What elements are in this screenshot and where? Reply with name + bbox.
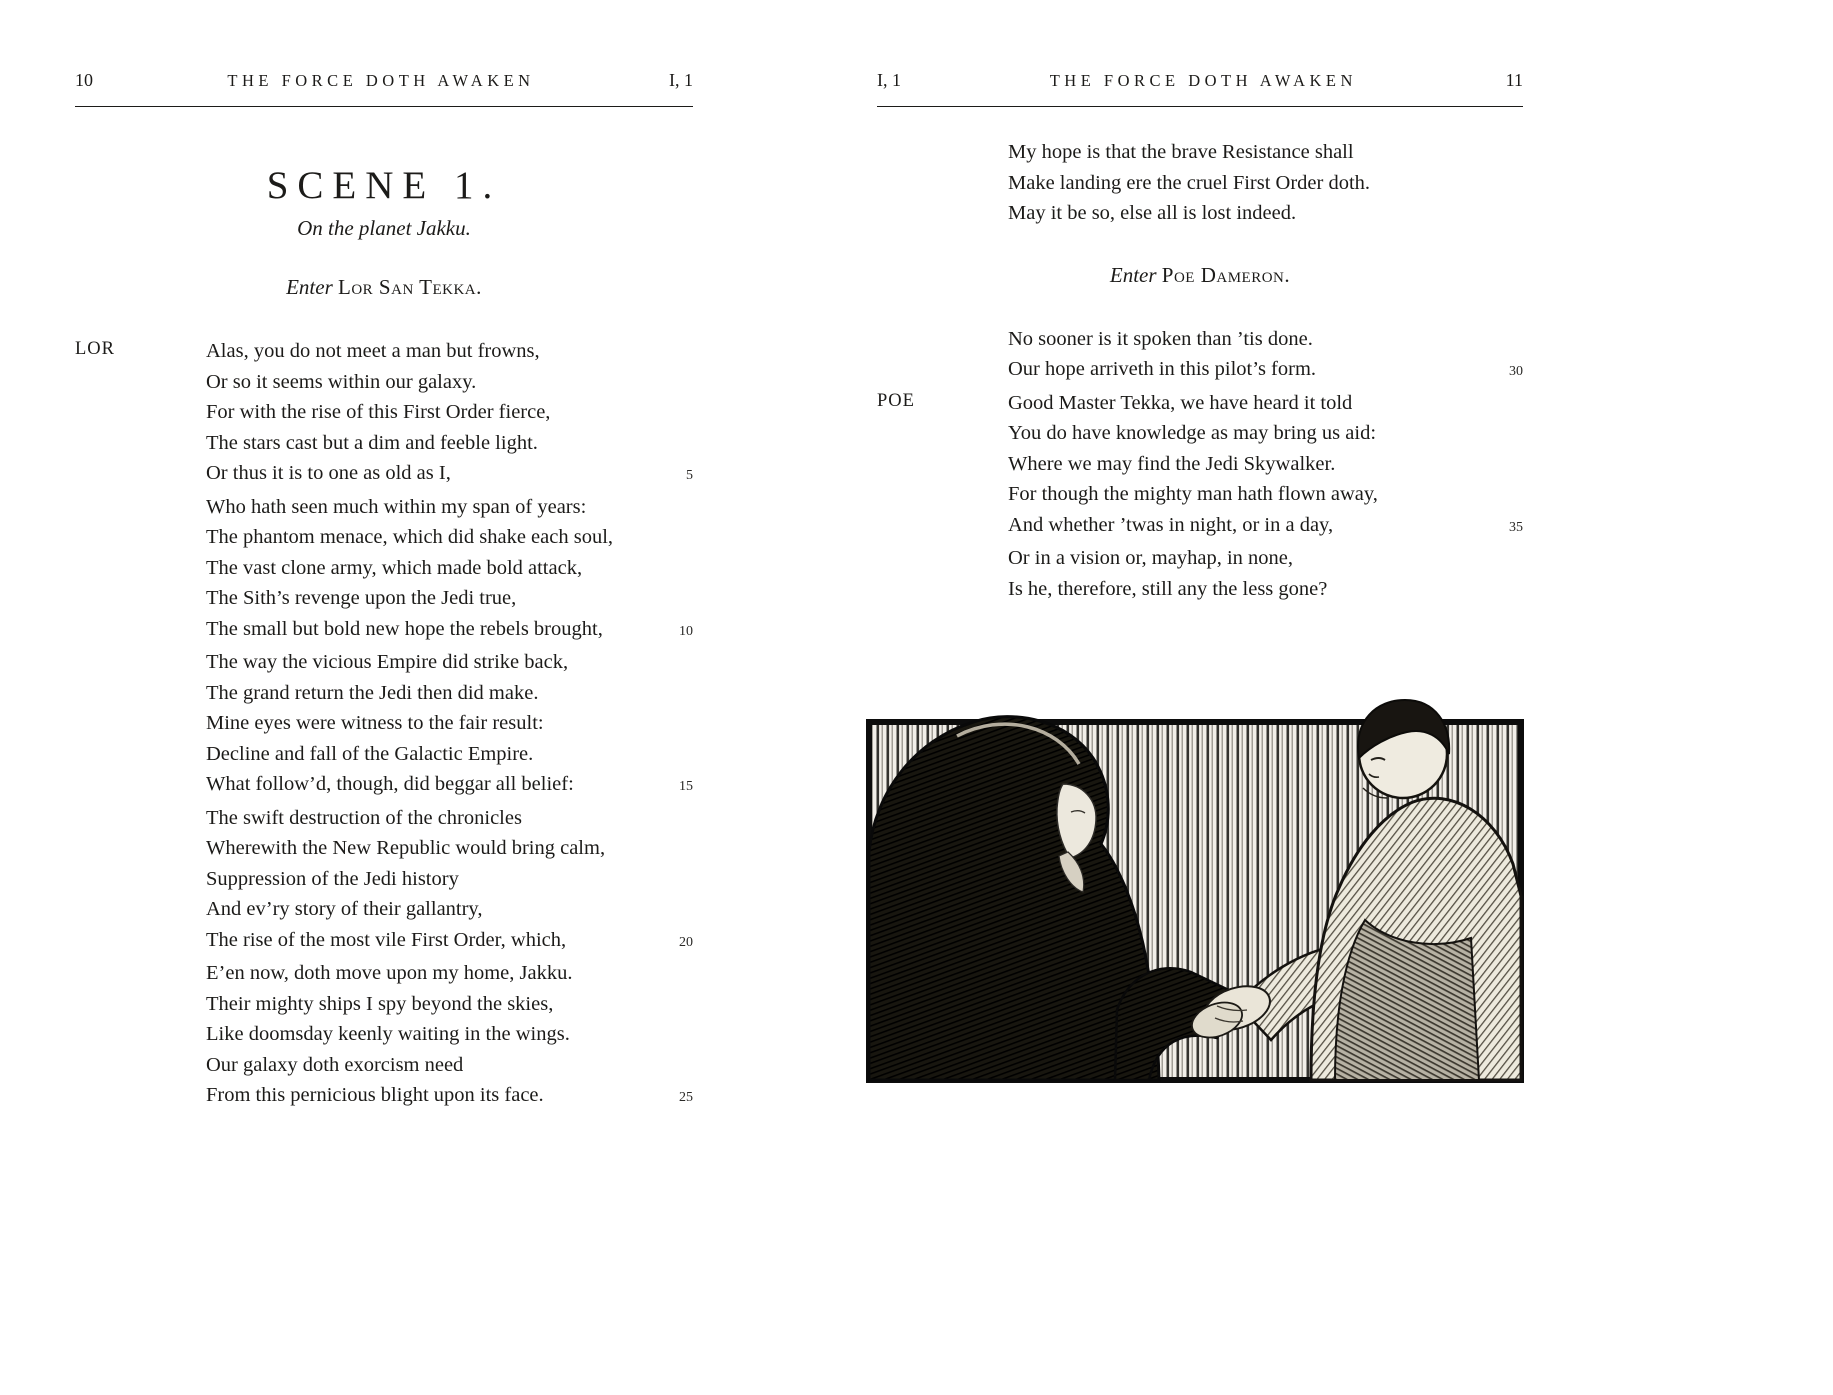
speaker-label	[877, 137, 1008, 229]
speaker-label: POE	[877, 390, 915, 411]
verse-line	[1008, 168, 1523, 199]
left-page-header	[75, 70, 693, 107]
stage-direction-enter-lor: Enter Lor San Tekka.	[286, 275, 482, 299]
verse-line	[1008, 510, 1523, 544]
verse-text: Our galaxy doth exorcism need	[206, 1053, 464, 1076]
verse-text: Make landing ere the cruel First Order doth.	[1008, 171, 1371, 194]
verse-line	[1008, 324, 1523, 355]
verse-line	[206, 614, 693, 648]
scene-heading-block	[75, 163, 693, 241]
verse-line	[206, 492, 693, 523]
illustration-tekka-poe	[865, 692, 1525, 1084]
verse-line	[206, 958, 693, 989]
illustration-svg	[865, 692, 1525, 1084]
verse-text: Like doomsday keenly waiting in the wings.	[206, 1023, 570, 1045]
verse-line	[206, 1080, 693, 1114]
verse-text: The Sith’s revenge upon the Jedi true,	[206, 587, 517, 609]
verse-line	[1008, 574, 1523, 605]
verse-text: E’en now, doth move upon my home, Jakku.	[206, 962, 573, 984]
verse-line	[206, 522, 693, 553]
verse-text: Or so it seems within our galaxy.	[206, 370, 477, 393]
verse-text: Who hath seen much within my span of years:	[206, 495, 587, 518]
verse-line	[1008, 198, 1523, 229]
verse-line	[206, 367, 693, 398]
act-scene-label: I, 1	[877, 70, 901, 90]
page-number: 10	[75, 70, 93, 90]
verse-line	[1008, 543, 1523, 574]
verse-text: Alas, you do not meet a man but frowns,	[206, 340, 540, 362]
speech-lor-final	[877, 324, 1523, 388]
verse-line	[206, 769, 693, 803]
verse-line	[1008, 418, 1523, 449]
verse-lines	[1008, 137, 1523, 229]
speech-lor	[75, 336, 693, 1114]
verse-lines	[1008, 388, 1523, 605]
verse-line	[206, 739, 693, 770]
verse-line	[206, 833, 693, 864]
verse-text: The phantom menace, which did shake each soul,	[206, 526, 614, 548]
verse-text: For with the rise of this First Order fierce,	[206, 401, 551, 423]
line-number: 20	[679, 934, 693, 950]
verse-line	[206, 803, 693, 834]
verse-text: My hope is that the brave Resistance shall	[1008, 141, 1354, 163]
verse-text: Suppression of the Jedi history	[206, 867, 459, 890]
verse-line	[206, 583, 693, 614]
verse-text: The swift destruction of the chronicles	[206, 806, 522, 829]
line-number: 30	[1509, 364, 1523, 379]
verse-text: The small but bold new hope the rebels brought,	[206, 617, 603, 640]
speech-poe	[877, 388, 1523, 605]
speech-lor-continued	[877, 137, 1523, 229]
verse-line	[206, 894, 693, 925]
verse-line	[1008, 388, 1523, 419]
speaker-label	[877, 324, 1008, 388]
verse-text: And whether ’twas in night, or in a day,	[1008, 513, 1334, 536]
right-page	[877, 70, 1523, 1084]
verse-text: Or in a vision or, mayhap, in none,	[1008, 547, 1293, 569]
line-number: 5	[686, 468, 693, 483]
line-number: 35	[1509, 519, 1523, 535]
verse-line	[206, 397, 693, 428]
verse-text: Where we may find the Jedi Skywalker.	[1008, 452, 1336, 475]
verse-line	[206, 925, 693, 959]
verse-line	[206, 647, 693, 678]
verse-line	[206, 428, 693, 459]
verse-text: No sooner is it spoken than ’tis done.	[1008, 327, 1313, 350]
verse-text: Mine eyes were witness to the fair result:	[206, 712, 544, 734]
verse-text: From this pernicious blight upon its face.	[206, 1084, 544, 1106]
verse-line	[206, 864, 693, 895]
verse-line	[206, 708, 693, 739]
verse-text: Or thus it is to one as old as I,	[206, 462, 451, 484]
verse-text: Is he, therefore, still any the less gone?	[1008, 577, 1328, 600]
verse-line	[206, 1019, 693, 1050]
line-number: 15	[679, 779, 693, 794]
verse-text: You do have knowledge as may bring us aid:	[1008, 422, 1377, 444]
verse-lines	[206, 336, 693, 1114]
speaker-label: LOR	[75, 339, 115, 359]
line-number: 10	[679, 623, 693, 639]
left-page	[75, 70, 693, 1114]
page-number: 11	[1505, 70, 1523, 90]
running-title: THE FORCE DOTH AWAKEN	[227, 71, 535, 90]
verse-text: Their mighty ships I spy beyond the skies,	[206, 992, 554, 1015]
scene-setting: On the planet Jakku.	[297, 216, 471, 240]
verse-text: For though the mighty man hath flown away,	[1008, 483, 1378, 505]
verse-line	[1008, 137, 1523, 168]
verse-text: Decline and fall of the Galactic Empire.	[206, 742, 534, 765]
scene-title: SCENE 1.	[266, 164, 502, 207]
verse-line	[1008, 449, 1523, 480]
verse-line	[206, 553, 693, 584]
verse-text: The grand return the Jedi then did make.	[206, 681, 539, 704]
verse-text: The rise of the most vile First Order, which,	[206, 928, 567, 951]
verse-line	[206, 678, 693, 709]
verse-line	[1008, 354, 1523, 388]
verse-text: The stars cast but a dim and feeble light.	[206, 431, 538, 454]
running-title: THE FORCE DOTH AWAKEN	[1049, 71, 1357, 90]
verse-text: Good Master Tekka, we have heard it told	[1008, 391, 1353, 414]
verse-text: The vast clone army, which made bold attack,	[206, 556, 583, 579]
line-number: 25	[679, 1090, 693, 1105]
verse-text: And ev’ry story of their gallantry,	[206, 898, 483, 920]
verse-line	[206, 1050, 693, 1081]
act-scene-label: I, 1	[669, 70, 693, 90]
verse-lines	[1008, 324, 1523, 388]
verse-text: The way the vicious Empire did strike back,	[206, 651, 569, 673]
right-page-header	[877, 70, 1523, 107]
verse-line	[206, 458, 693, 492]
verse-text: Our hope arriveth in this pilot’s form.	[1008, 358, 1317, 380]
verse-text: What follow’d, though, did beggar all belief:	[206, 773, 574, 795]
verse-line	[206, 336, 693, 367]
verse-line	[206, 989, 693, 1020]
verse-text: May it be so, else all is lost indeed.	[1008, 202, 1297, 224]
stage-direction-enter-poe: Enter Poe Dameron.	[1109, 262, 1291, 287]
verse-text: Wherewith the New Republic would bring calm,	[206, 837, 606, 859]
verse-line	[1008, 479, 1523, 510]
